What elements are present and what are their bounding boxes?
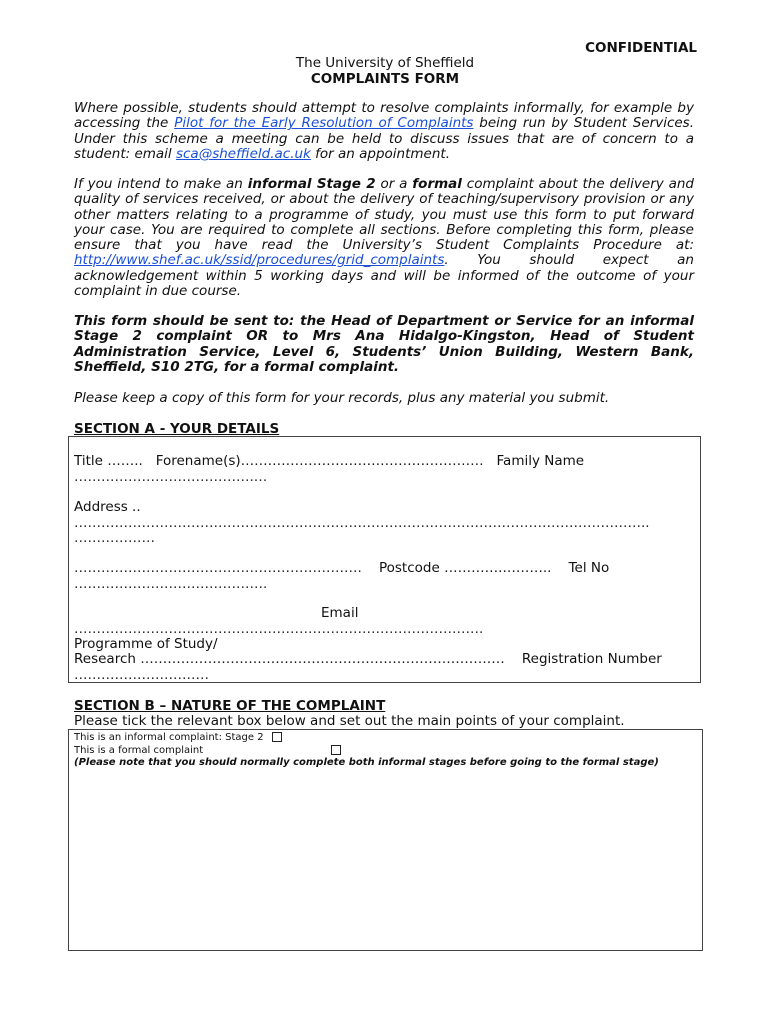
email-field[interactable]: ………………………………………………………………………………. bbox=[74, 621, 484, 637]
family-name-field[interactable]: ………………………………….… bbox=[74, 469, 268, 485]
formal-emphasis: formal bbox=[412, 176, 462, 192]
intro-text: complaint about the delivery and quality of services received, or about the delivery of teaching/supervisory provision or any other matters relating to a programme of study, you must use this form to put forward your case. You are required to complete all sections. Before completing this form, please ensure that you have read the University’s Student Complaints Procedure at: bbox=[74, 176, 694, 254]
send-to-paragraph: This form should be sent to: the Head of Department or Service for an informal Stage 2 complaint OR to Mrs Ana Hidalgo-Kingston, Head of Student Administration Service, Level 6, Students’ Union Building, Western Bank, Sheffield, S10 2TG, for a formal complaint. bbox=[74, 313, 694, 375]
tel-field[interactable]: ……………………………………. bbox=[74, 576, 268, 592]
title-row bbox=[74, 454, 584, 469]
research-field[interactable]: Research ……………………………………………………………………… bbox=[74, 651, 505, 667]
postcode-row bbox=[74, 561, 609, 576]
research-row bbox=[74, 652, 662, 667]
intro-text: . You should expect an acknowledgement within 5 working days and will be informed of the outcome of your complaint in due course. bbox=[74, 252, 694, 300]
section-b-instruction: Please tick the relevant box below and set out the main points of your complaint. bbox=[74, 713, 625, 729]
registration-field[interactable]: ………………………… bbox=[74, 667, 209, 683]
section-a-heading: SECTION A - YOUR DETAILS bbox=[74, 421, 280, 437]
informal-option-row bbox=[74, 732, 282, 743]
university-name: The University of Sheffield bbox=[295, 55, 475, 71]
family-name-label: Family Name bbox=[496, 453, 585, 469]
your-details-box bbox=[68, 436, 701, 683]
formal-option-label: This is a formal complaint bbox=[74, 745, 204, 756]
form-title: COMPLAINTS FORM bbox=[310, 71, 460, 87]
stages-note: (Please note that you should normally complete both informal stages before going to the formal stage) bbox=[74, 757, 659, 768]
complaint-details-box[interactable] bbox=[68, 729, 703, 951]
postcode-field[interactable]: Postcode ………….……….. bbox=[378, 560, 552, 576]
forename-field[interactable]: Forename(s)……………………………………………… bbox=[155, 453, 484, 469]
pilot-link[interactable]: Pilot for the Early Resolution of Complaints bbox=[174, 115, 474, 132]
intro-text: If you intend to make an bbox=[74, 176, 248, 192]
email-label: Email bbox=[321, 605, 359, 621]
keep-copy-paragraph: Please keep a copy of this form for your records, plus any material you submit. bbox=[74, 390, 610, 406]
address-line-1[interactable]: ……………………………………………………………………………………………………………….. bbox=[74, 515, 650, 531]
title-field[interactable]: Title …….. bbox=[74, 453, 143, 469]
address-label: Address .. bbox=[74, 499, 141, 515]
formal-checkbox[interactable] bbox=[331, 745, 341, 755]
procedure-link[interactable]: http://www.shef.ac.uk/ssid/procedures/grid_complaints bbox=[74, 252, 445, 269]
email-link[interactable]: sca@sheffield.ac.uk bbox=[175, 145, 311, 162]
intro-text: being run by Student Services. Under this scheme a meeting can be held to discuss issues that are of concern to a student: email bbox=[74, 115, 694, 162]
intro-procedure-paragraph bbox=[74, 177, 694, 299]
intro-text: Where possible, students should attempt to resolve complaints informally, for example by accessing the bbox=[74, 100, 694, 132]
informal-option-label: This is an informal complaint: Stage 2 bbox=[74, 732, 264, 743]
intro-text: or a bbox=[375, 176, 413, 192]
registration-label: Registration Number bbox=[521, 651, 662, 667]
intro-text: for an appointment. bbox=[310, 145, 451, 162]
address-line-3[interactable]: ………………………………………………………. bbox=[74, 560, 362, 576]
programme-label: Programme of Study/ bbox=[74, 636, 218, 652]
informal-checkbox[interactable] bbox=[272, 732, 282, 742]
confidential-label: CONFIDENTIAL bbox=[585, 40, 697, 56]
address-line-2[interactable]: ……………… bbox=[74, 530, 155, 546]
tel-label: Tel No bbox=[568, 560, 610, 576]
formal-option-row bbox=[74, 745, 341, 756]
intro-informal-paragraph bbox=[74, 101, 694, 162]
section-b-heading: SECTION B – NATURE OF THE COMPLAINT bbox=[74, 698, 386, 714]
informal-stage-emphasis: informal Stage 2 bbox=[247, 176, 376, 192]
